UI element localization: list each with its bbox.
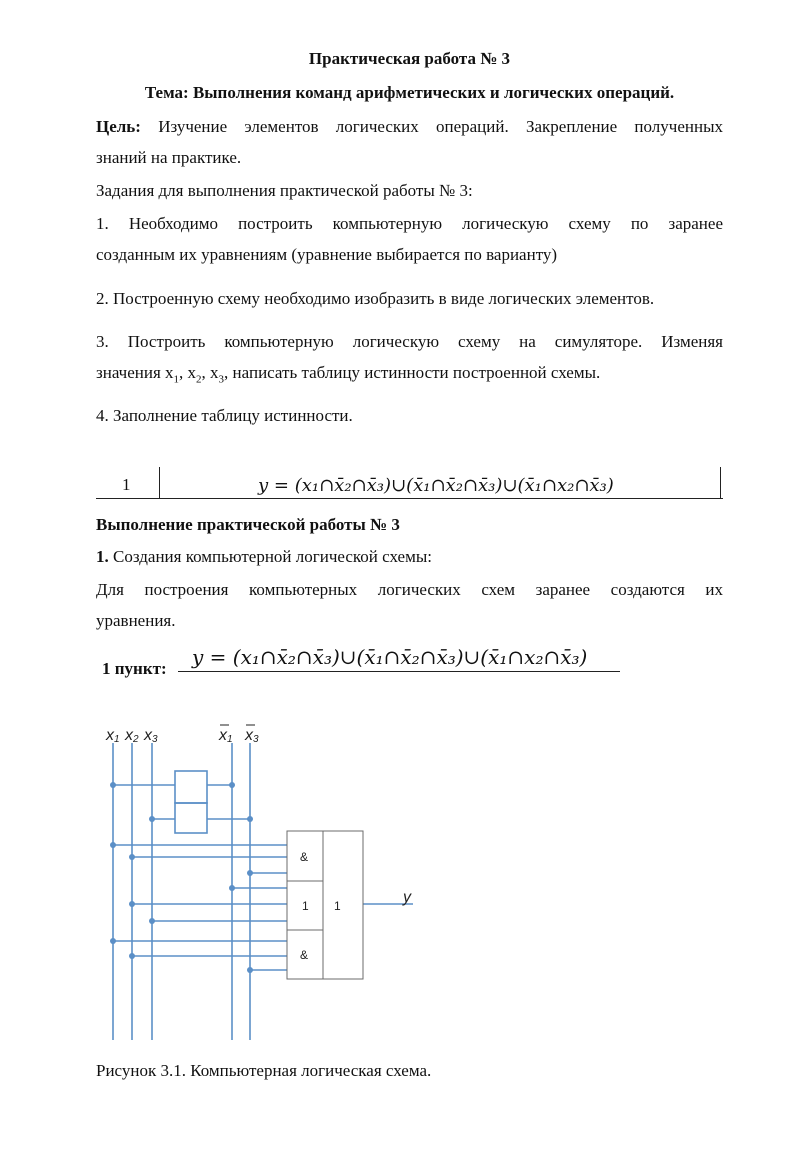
page-title: Практическая работа № 3 [308,49,511,68]
t3-text-b: , x [179,363,197,382]
t3-text-d: , написать таблицу истинности построенной схемы. [224,363,601,382]
task-4: 4. Заполнение таблицу истинности. [96,406,353,425]
para-line-2: уравнения. [96,611,176,630]
tasks-heading: Задания для выполнения практической работы № 3: [96,181,473,200]
topic-heading: Тема: Выполнения команд арифметических и логических операций. [144,83,675,102]
label-output-y: y [403,889,411,906]
t3-text-a: значения x [96,363,174,382]
step-1-number: 1. [96,547,109,566]
variant-formula: y = (x₁∩x̄₂∩x̄₃)∪(x̄₁∩x̄₂∩x̄₃)∪(x̄₁∩x₂∩x̄₃) [258,475,614,496]
punkt-formula: y = (x₁∩x̄₂∩x̄₃)∪(x̄₁∩x̄₂∩x̄₃)∪(x̄₁∩x₂∩x̄₃) [192,645,588,669]
para-line-1: Для построения компьютерных логических схем заранее создаются их [96,580,723,599]
label-x2: x2 [125,727,139,745]
gate-and-bottom-label: & [300,948,309,962]
punkt-label: 1 пункт: [102,659,167,678]
gate-and-top-label: & [300,850,309,864]
task-2: 2. Построенную схему необходимо изобразить в виде логических элементов. [96,289,655,308]
step-1-text: Создания компьютерной логической схемы: [113,547,432,566]
variant-number: 1 [122,475,131,494]
t3-sub-1: 1 [173,373,180,386]
t3-text-c: , x [201,363,219,382]
t3-sub-2: 2 [196,373,202,386]
gate-or-mid-label: 1 [302,899,309,913]
circuit-wires [113,743,413,1040]
label-not-x1: x1 [219,727,233,745]
task-1-line-2: созданным их уравнениям (уравнение выбирается по варианту) [96,245,558,264]
task-3-line-1: 3. Построить компьютерную логическую схему на симуляторе. Изменяя [96,332,723,351]
label-x1: x1 [106,727,120,745]
gate-boxes [287,831,363,979]
gate-or-out-label: 1 [334,899,341,913]
label-x3: x3 [144,727,158,745]
task-1-line-1: 1. Необходимо построить компьютерную логическую схему по заранее [96,214,723,233]
goal-label: Цель: [96,117,141,136]
goal-line-2: знаний на практике. [96,148,242,167]
figure-caption: Рисунок 3.1. Компьютерная логическая схема. [96,1061,432,1080]
goal-text-1: Изучение элементов логических операций. Закрепление полученных [158,117,723,136]
t3-sub-3: 3 [218,373,225,386]
label-not-x3: x3 [245,727,259,745]
execution-heading: Выполнение практической работы № 3 [96,515,400,534]
